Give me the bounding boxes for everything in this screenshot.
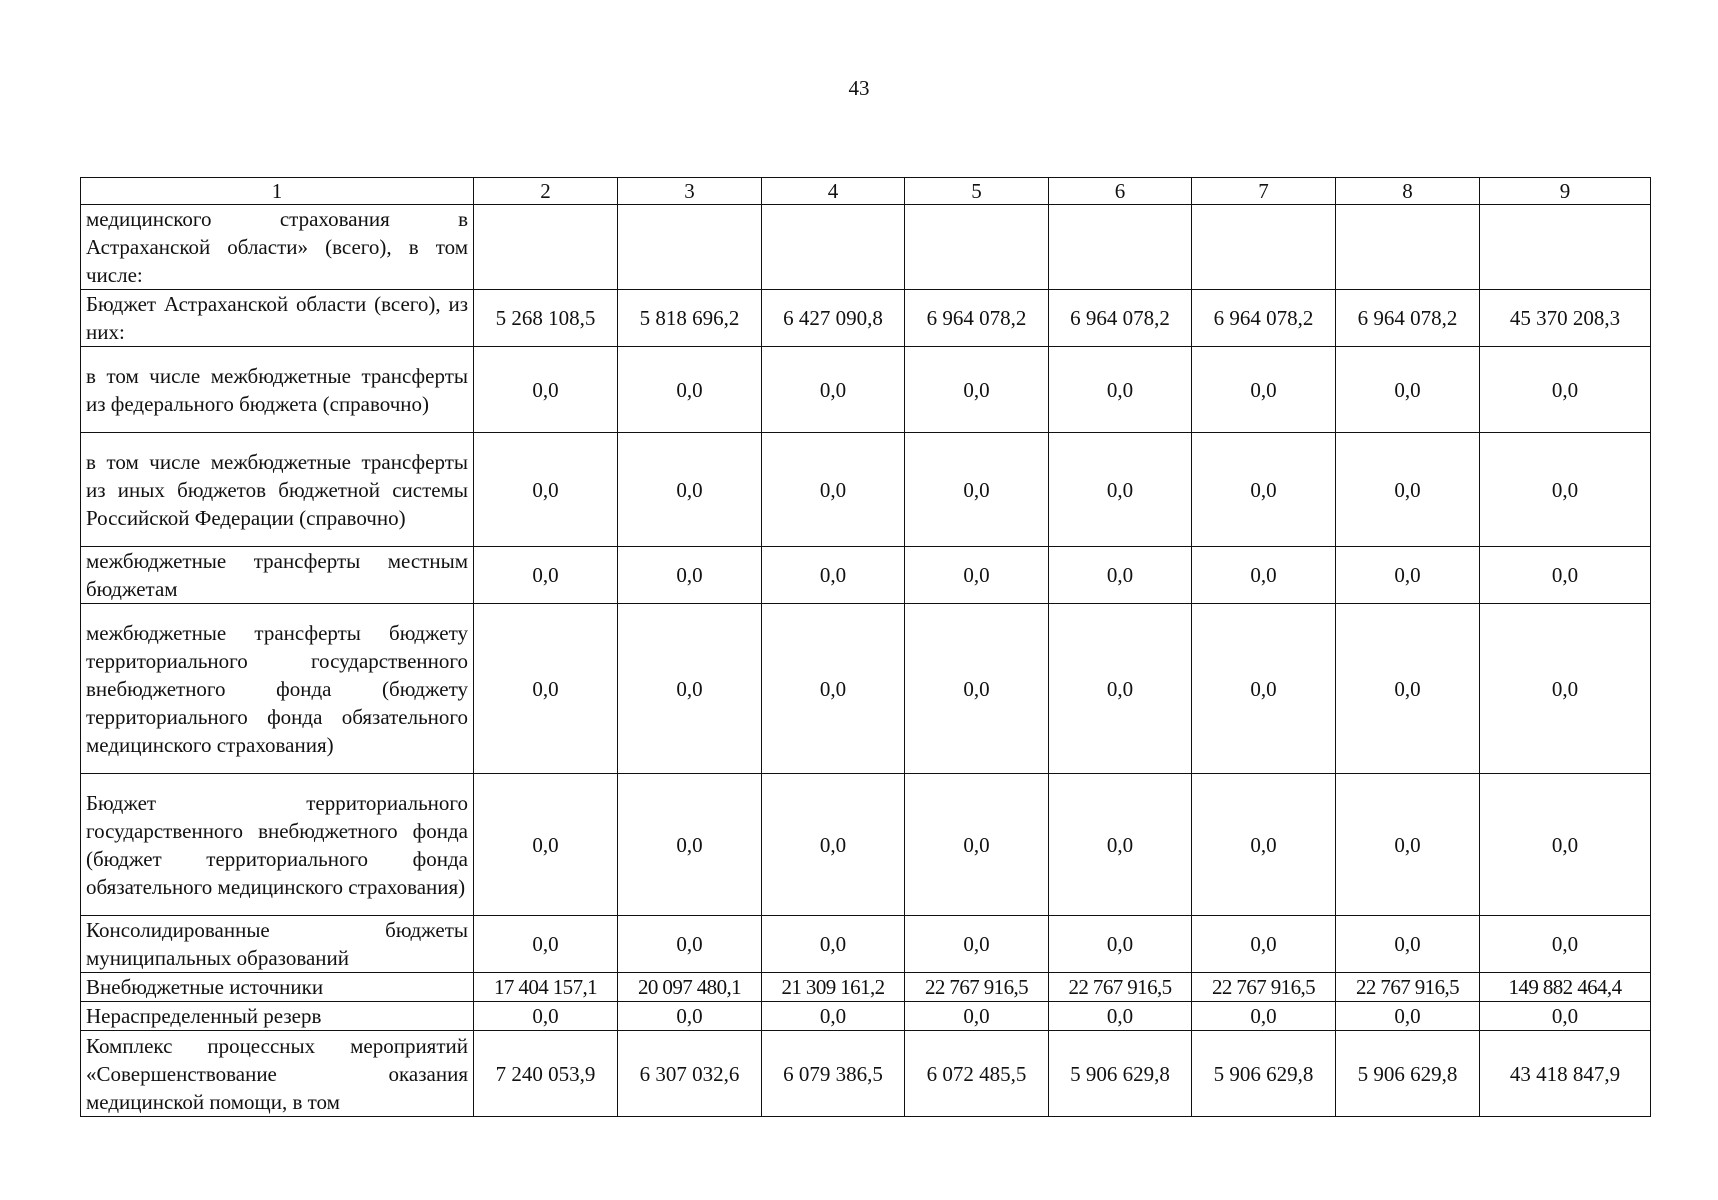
table-cell: 5 818 696,2 bbox=[618, 290, 762, 347]
table-cell: 7 240 053,9 bbox=[474, 1031, 618, 1117]
row-label: в том числе межбюджетные трансферты из федерального бюджета (справочно) bbox=[81, 347, 474, 433]
table-cell bbox=[762, 205, 905, 290]
table-cell bbox=[474, 205, 618, 290]
table-cell: 0,0 bbox=[1336, 1002, 1480, 1031]
column-header: 8 bbox=[1336, 178, 1480, 205]
table-cell: 0,0 bbox=[1336, 604, 1480, 774]
table-cell: 0,0 bbox=[1192, 1002, 1336, 1031]
row-label: Комплекс процессных мероприятий «Совершенствование оказания медицинской помощи, в том bbox=[81, 1031, 474, 1117]
table-cell: 0,0 bbox=[762, 547, 905, 604]
table-cell: 21 309 161,2 bbox=[762, 973, 905, 1002]
table-cell: 0,0 bbox=[905, 604, 1049, 774]
table-cell: 0,0 bbox=[1480, 547, 1651, 604]
table-cell: 0,0 bbox=[762, 774, 905, 916]
table-cell: 0,0 bbox=[618, 916, 762, 973]
table-cell: 0,0 bbox=[1192, 916, 1336, 973]
table-cell bbox=[618, 205, 762, 290]
table-row bbox=[81, 347, 1651, 433]
table-cell: 0,0 bbox=[1480, 916, 1651, 973]
table-cell: 5 906 629,8 bbox=[1049, 1031, 1192, 1117]
table-cell: 149 882 464,4 bbox=[1480, 973, 1651, 1002]
table-cell: 20 097 480,1 bbox=[618, 973, 762, 1002]
table-row bbox=[81, 973, 1651, 1002]
table-cell: 0,0 bbox=[474, 604, 618, 774]
table-row bbox=[81, 433, 1651, 547]
table-cell: 5 906 629,8 bbox=[1192, 1031, 1336, 1117]
table-cell: 0,0 bbox=[474, 916, 618, 973]
header-row bbox=[81, 178, 1651, 205]
table-cell: 0,0 bbox=[474, 1002, 618, 1031]
column-header: 9 bbox=[1480, 178, 1651, 205]
table-cell: 0,0 bbox=[1049, 774, 1192, 916]
table-cell bbox=[905, 205, 1049, 290]
row-label: Внебюджетные источники bbox=[81, 973, 474, 1002]
table-cell: 0,0 bbox=[474, 347, 618, 433]
table-cell: 45 370 208,3 bbox=[1480, 290, 1651, 347]
table-cell: 0,0 bbox=[474, 774, 618, 916]
page-number: 43 bbox=[848, 76, 870, 100]
column-header: 6 bbox=[1049, 178, 1192, 205]
table-cell: 43 418 847,9 bbox=[1480, 1031, 1651, 1117]
table-row bbox=[81, 774, 1651, 916]
table-cell: 6 427 090,8 bbox=[762, 290, 905, 347]
table-cell: 0,0 bbox=[1480, 347, 1651, 433]
table-cell: 0,0 bbox=[1192, 433, 1336, 547]
table-row bbox=[81, 1002, 1651, 1031]
table-cell: 0,0 bbox=[762, 604, 905, 774]
table-cell: 0,0 bbox=[1336, 347, 1480, 433]
table-cell: 0,0 bbox=[905, 774, 1049, 916]
table-cell: 6 079 386,5 bbox=[762, 1031, 905, 1117]
table-cell: 0,0 bbox=[905, 1002, 1049, 1031]
table-cell: 0,0 bbox=[618, 1002, 762, 1031]
table-cell bbox=[1192, 205, 1336, 290]
table-cell: 0,0 bbox=[1480, 774, 1651, 916]
table-cell: 6 072 485,5 bbox=[905, 1031, 1049, 1117]
table-cell: 0,0 bbox=[905, 347, 1049, 433]
column-header: 2 bbox=[474, 178, 618, 205]
table-cell: 0,0 bbox=[905, 433, 1049, 547]
table-cell: 0,0 bbox=[762, 347, 905, 433]
column-header: 3 bbox=[618, 178, 762, 205]
table-cell: 0,0 bbox=[618, 774, 762, 916]
table-cell: 22 767 916,5 bbox=[1049, 973, 1192, 1002]
table-cell: 6 964 078,2 bbox=[1049, 290, 1192, 347]
table-cell: 0,0 bbox=[1192, 347, 1336, 433]
table-cell: 17 404 157,1 bbox=[474, 973, 618, 1002]
table-cell: 0,0 bbox=[762, 433, 905, 547]
row-label: Консолидированные бюджеты муниципальных образований bbox=[81, 916, 474, 973]
table-cell bbox=[1480, 205, 1651, 290]
row-label: медицинского страхования в Астраханской области» (всего), в том числе: bbox=[81, 205, 474, 290]
row-label: в том числе межбюджетные трансферты из иных бюджетов бюджетной системы Российской Федерации (справочно) bbox=[81, 433, 474, 547]
table-cell: 0,0 bbox=[474, 547, 618, 604]
table-cell: 6 964 078,2 bbox=[1336, 290, 1480, 347]
table-cell: 0,0 bbox=[1480, 433, 1651, 547]
table-cell: 0,0 bbox=[618, 433, 762, 547]
table-cell: 0,0 bbox=[1336, 433, 1480, 547]
table-cell: 0,0 bbox=[762, 916, 905, 973]
table-cell: 0,0 bbox=[1192, 604, 1336, 774]
table-cell: 0,0 bbox=[618, 604, 762, 774]
table-cell: 6 964 078,2 bbox=[905, 290, 1049, 347]
table-cell: 0,0 bbox=[1049, 916, 1192, 973]
table-cell: 0,0 bbox=[1336, 916, 1480, 973]
column-header: 5 bbox=[905, 178, 1049, 205]
table-row bbox=[81, 916, 1651, 973]
table-cell: 0,0 bbox=[618, 347, 762, 433]
table-cell: 0,0 bbox=[1049, 433, 1192, 547]
row-label: Бюджет Астраханской области (всего), из них: bbox=[81, 290, 474, 347]
table-cell: 5 906 629,8 bbox=[1336, 1031, 1480, 1117]
table-cell: 22 767 916,5 bbox=[905, 973, 1049, 1002]
table-cell: 0,0 bbox=[474, 433, 618, 547]
row-label: межбюджетные трансферты местным бюджетам bbox=[81, 547, 474, 604]
table-cell: 22 767 916,5 bbox=[1192, 973, 1336, 1002]
table-row bbox=[81, 1031, 1651, 1117]
table-cell bbox=[1049, 205, 1192, 290]
column-header: 4 bbox=[762, 178, 905, 205]
table-cell: 0,0 bbox=[1336, 547, 1480, 604]
table-cell: 0,0 bbox=[1049, 347, 1192, 433]
table-row bbox=[81, 290, 1651, 347]
table-cell: 0,0 bbox=[905, 916, 1049, 973]
table-cell: 0,0 bbox=[762, 1002, 905, 1031]
table-row bbox=[81, 205, 1651, 290]
table-cell: 0,0 bbox=[618, 547, 762, 604]
table-row bbox=[81, 547, 1651, 604]
table-cell: 6 964 078,2 bbox=[1192, 290, 1336, 347]
table-cell: 0,0 bbox=[1336, 774, 1480, 916]
row-label: Нераспределенный резерв bbox=[81, 1002, 474, 1031]
row-label: межбюджетные трансферты бюджету территориального государственного внебюджетного фонда (бюджету территориального фонда обязательного медицинского страхования) bbox=[81, 604, 474, 774]
table-cell: 0,0 bbox=[1480, 1002, 1651, 1031]
table-cell: 0,0 bbox=[1480, 604, 1651, 774]
table-cell: 0,0 bbox=[1049, 547, 1192, 604]
table-cell: 0,0 bbox=[905, 547, 1049, 604]
column-header: 1 bbox=[81, 178, 474, 205]
row-label: Бюджет территориального государственного внебюджетного фонда (бюджет территориального фонда обязательного медицинского страхования) bbox=[81, 774, 474, 916]
table-cell: 6 307 032,6 bbox=[618, 1031, 762, 1117]
table-cell: 22 767 916,5 bbox=[1336, 973, 1480, 1002]
column-header: 7 bbox=[1192, 178, 1336, 205]
table-cell: 0,0 bbox=[1192, 547, 1336, 604]
budget-table bbox=[80, 177, 1651, 1117]
table-cell: 0,0 bbox=[1192, 774, 1336, 916]
table-cell: 0,0 bbox=[1049, 604, 1192, 774]
table-cell bbox=[1336, 205, 1480, 290]
table-cell: 5 268 108,5 bbox=[474, 290, 618, 347]
table-row bbox=[81, 604, 1651, 774]
table-cell: 0,0 bbox=[1049, 1002, 1192, 1031]
